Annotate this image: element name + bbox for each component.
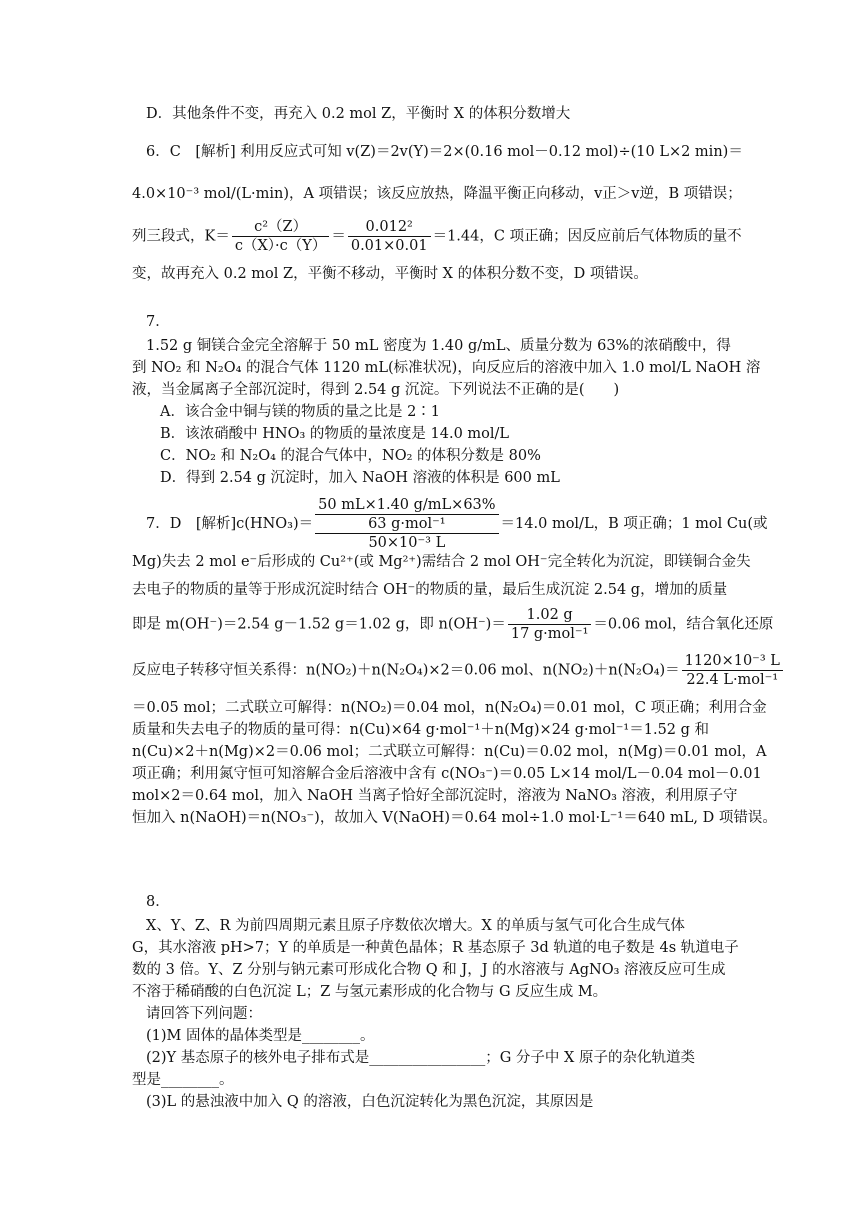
question-8-part-1: (1)M 固体的晶体类型是________。 [146,1028,375,1044]
answer-6-line-1 [146,142,743,162]
question-8-stem-1: X、Y、Z、R 为前四周期元素且原子序数依次增大。X 的单质与氢气可化合生成气体 [146,918,685,934]
question-8-stem-4: 不溶于稀硝酸的白色沉淀 L；Z 与氢元素形成的化合物与 G 反应生成 M。 [132,984,608,1000]
hno3-fraction-bottom: 50×10⁻³ L [368,535,446,551]
question-7-stem-1: 1.52 g 铜镁合金完全溶解于 50 mL 密度为 1.40 g/mL、质量分数为 63%的浓硝酸中，得 [146,338,731,354]
answer-6-k-prefix: 列三段式，K＝ [132,228,230,245]
k-equals: ＝ [331,228,346,245]
question-8-stem-2: G，其水溶液 pH>7；Y 的单质是一种黄色晶体；R 基态原子 3d 轨道的电子数是 4s 轨道电子 [132,940,739,956]
question-7-option-d: D．得到 2.54 g 沉淀时，加入 NaOH 溶液的体积是 600 mL [160,470,560,486]
question-8-stem-3: 数的 3 倍。Y、Z 分别与钠元素可形成化合物 Q 和 J，J 的水溶液与 AgNO₃ 溶液反应可生成 [132,962,726,978]
question-8-part-3: (3)L 的悬浊液中加入 Q 的溶液，白色沉淀转化为黑色沉淀，其原因是 [146,1094,594,1110]
answer-7-oh-prefix: 即是 m(OH⁻)＝2.54 g－1.52 g＝1.02 g，即 n(OH⁻)＝ [132,616,506,633]
answer-7-line-3: 去电子的物质的量等于形成沉淀时结合 OH⁻的物质的量，最后生成沉淀 2.54 g，增加的质量 [132,582,728,598]
answer-7-line-4 [132,606,774,643]
oh-fraction-numerator: 1.02 g [508,606,592,625]
q5-option-d: D．其他条件不变，再充入 0.2 mol Z，平衡时 X 的体积分数增大 [146,106,571,122]
k-denominator: c（X）·c（Y） [234,238,327,254]
hno3-fraction [315,496,498,552]
question-7-number: 7． [146,314,170,330]
gas-fraction-numerator: 1120×10⁻³ L [682,652,783,671]
k-numerator: c²（Z） [232,218,330,237]
answer-7-gas-prefix: 反应电子转移守恒关系得：n(NO₂)＋n(N₂O₄)×2＝0.06 mol、n(NO₂)＋n(N₂O₄)＝ [132,662,680,679]
answer-7-line-9: 项正确；利用氮守恒可知溶解合金后溶液中含有 c(NO₃⁻)＝0.05 L×14 mol/L－0.04 mol－0.01 [132,766,762,782]
answer-7-line-7: 质量和失去电子的物质的量可得：n(Cu)×64 g·mol⁻¹＋n(Mg)×24 g·mol⁻¹＝1.52 g 和 [132,722,710,738]
answer-7-label: 7．D [解析] [146,516,237,532]
question-8-part-2a: (2)Y 基态原子的核外电子排布式是________________；G 分子中 X 原子的杂化轨道类 [146,1050,695,1066]
answer-6-text-1: 利用反应式可知 v(Z)＝2v(Y)＝2×(0.16 mol－0.12 mol)÷(10 L×2 min)＝ [240,144,743,160]
answer-7-line-6: ＝0.05 mol；二式联立可解得：n(NO₂)＝0.04 mol，n(N₂O₄)＝0.01 mol，C 项正确；利用合金 [132,700,767,716]
answer-7-line-1 [146,496,768,552]
answer-6-line-2: 4.0×10⁻³ mol/(L·min)，A 项错误；该反应放热，降温平衡正向移动，v正＞v逆，B 项错误； [132,186,742,202]
answer-6-label: 6．C [解析] [146,144,236,160]
question-8-prompt: 请回答下列问题： [146,1006,262,1022]
gas-fraction-denominator: 22.4 L·mol⁻¹ [686,672,779,688]
question-8-number: 8． [146,894,170,910]
k-expression-fraction [232,218,330,255]
question-7-option-a: A．该合金中铜与镁的物质的量之比是 2∶1 [160,404,441,420]
hno3-fraction-top: 50 mL×1.40 g/mL×63% [315,496,498,515]
question-7-stem-3: 液，当金属离子全部沉淀时，得到 2.54 g 沉淀。下列说法不正确的是( ) [132,382,620,398]
oh-fraction [508,606,592,643]
answer-6-line-3 [132,218,742,255]
k-value-denominator: 0.01×0.01 [350,238,428,254]
answer-7-line-10: mol×2＝0.64 mol，加入 NaOH 当离子恰好全部沉淀时，溶液为 NaNO₃ 溶液，利用原子守 [132,788,738,804]
answer-7-line-2: Mg)失去 2 mol e⁻后形成的 Cu²⁺(或 Mg²⁺)需结合 2 mol OH⁻完全转化为沉淀，即镁铜合金失 [132,554,751,570]
answer-7-c-prefix: c(HNO₃)＝ [236,516,314,532]
oh-fraction-denominator: 17 g·mol⁻¹ [510,626,589,642]
gas-fraction [682,652,783,689]
answer-6-k-suffix: ＝1.44，C 项正确；因反应前后气体物质的量不 [432,228,742,245]
question-7-option-c: C．NO₂ 和 N₂O₄ 的混合气体中，NO₂ 的体积分数是 80% [160,448,541,464]
answer-7-line-11: 恒加入 n(NaOH)＝n(NO₃⁻)，故加入 V(NaOH)＝0.64 mol÷1.0 mol·L⁻¹＝640 mL, D 项错误。 [132,810,777,826]
answer-7-line-5 [132,652,780,689]
answer-7-line-8: n(Cu)×2＋n(Mg)×2＝0.06 mol；二式联立可解得：n(Cu)＝0.02 mol，n(Mg)＝0.01 mol，A [132,744,767,760]
question-8-part-2b: 型是________。 [132,1072,234,1088]
answer-7-c-suffix: ＝14.0 mol/L，B 项正确；1 mol Cu(或 [500,516,768,532]
hno3-fraction-middle: 63 g·mol⁻¹ [315,515,498,534]
question-7-stem-2: 到 NO₂ 和 N₂O₄ 的混合气体 1120 mL(标准状况)，向反应后的溶液中加入 1.0 mol/L NaOH 溶 [132,360,761,376]
answer-7-oh-suffix: ＝0.06 mol，结合氧化还原 [593,616,774,633]
question-7-option-b: B．该浓硝酸中 HNO₃ 的物质的量浓度是 14.0 mol/L [160,426,510,442]
k-value-numerator: 0.012² [348,218,431,237]
k-value-fraction [348,218,431,255]
answer-6-line-4: 变，故再充入 0.2 mol Z，平衡不移动，平衡时 X 的体积分数不变，D 项错误。 [132,266,648,282]
